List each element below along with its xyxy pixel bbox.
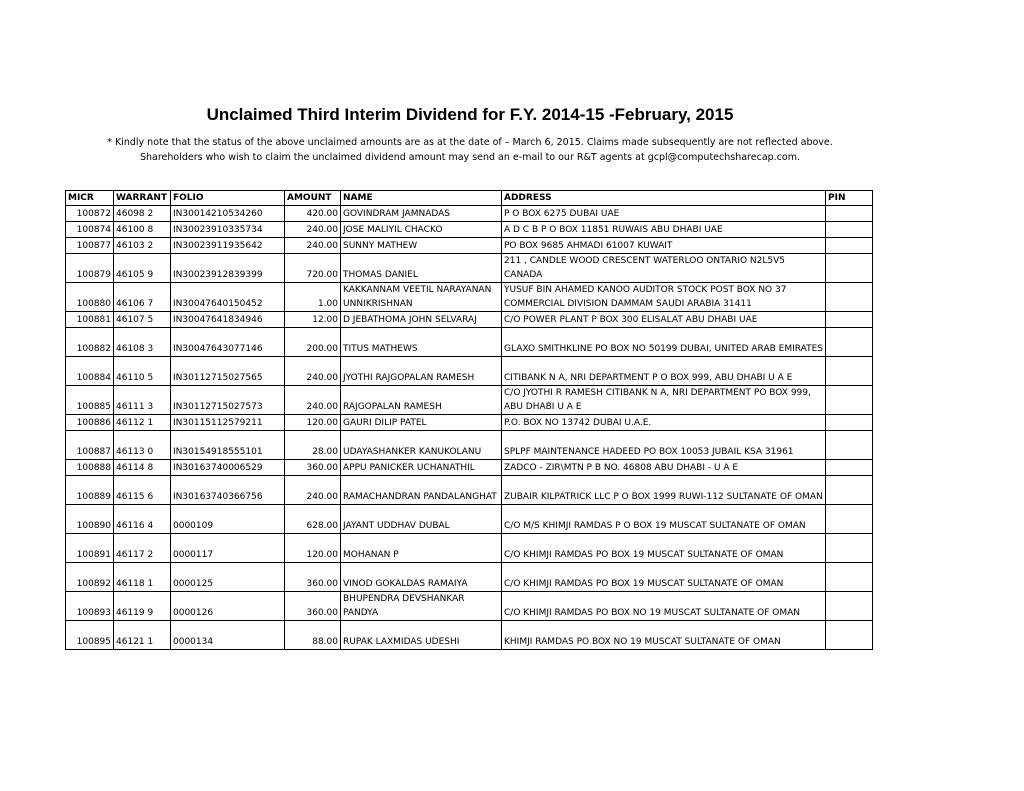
table-row — [66, 222, 873, 238]
address-cell: KHIMJI RAMDAS PO BOX NO 19 MUSCAT SULTANATE OF OMAN — [502, 621, 826, 650]
name-cell: D JEBATHOMA JOHN SELVARAJ — [341, 312, 502, 328]
folio-cell: IN30023910335734 — [171, 222, 285, 238]
table-row — [66, 357, 873, 386]
folio-cell: IN30112715027565 — [171, 357, 285, 386]
micr-cell: 100874 — [66, 222, 114, 238]
address-column-header: ADDRESS — [502, 191, 826, 206]
table-row — [66, 476, 873, 505]
micr-cell: 100893 — [66, 592, 114, 621]
warrant-cell: 46118 1 — [114, 563, 171, 592]
warrant-cell: 46103 2 — [114, 238, 171, 254]
warrant-cell: 46112 1 — [114, 415, 171, 431]
warrant-cell: 46100 8 — [114, 222, 171, 238]
amount-cell: 88.00 — [285, 621, 341, 650]
address-cell: SPLPF MAINTENANCE HADEED PO BOX 10053 JUBAIL KSA 31961 — [502, 431, 826, 460]
warrant-cell: 46113 0 — [114, 431, 171, 460]
status-note: * Kindly note that the status of the above unclaimed amounts are as at the date of – March 6, 2015. Claims made subsequently are not reflected above. — [107, 137, 833, 148]
name-cell: THOMAS DANIEL — [341, 254, 502, 283]
micr-cell: 100890 — [66, 505, 114, 534]
folio-cell: 0000134 — [171, 621, 285, 650]
table-row — [66, 386, 873, 415]
name-cell: TITUS MATHEWS — [341, 328, 502, 357]
name-cell: JAYANT UDDHAV DUBAL — [341, 505, 502, 534]
folio-cell: IN30047640150452 — [171, 283, 285, 312]
name-cell: KAKKANNAM VEETIL NARAYANAN UNNIKRISHNAN — [341, 283, 502, 312]
pin-cell — [826, 621, 873, 650]
folio-cell: IN30023912839399 — [171, 254, 285, 283]
table-row — [66, 415, 873, 431]
micr-cell: 100881 — [66, 312, 114, 328]
warrant-cell: 46111 3 — [114, 386, 171, 415]
warrant-cell: 46119 9 — [114, 592, 171, 621]
name-cell: UDAYASHANKER KANUKOLANU — [341, 431, 502, 460]
micr-cell: 100884 — [66, 357, 114, 386]
table-row — [66, 328, 873, 357]
table-header-row — [66, 191, 873, 206]
pin-cell — [826, 563, 873, 592]
micr-cell: 100895 — [66, 621, 114, 650]
amount-cell: 240.00 — [285, 357, 341, 386]
table-row — [66, 312, 873, 328]
micr-cell: 100872 — [66, 206, 114, 222]
amount-cell: 240.00 — [285, 476, 341, 505]
micr-cell: 100888 — [66, 460, 114, 476]
address-cell: GLAXO SMITHKLINE PO BOX NO 50199 DUBAI, UNITED ARAB EMIRATES — [502, 328, 826, 357]
pin-cell — [826, 328, 873, 357]
address-cell: C/O KHIMJI RAMDAS PO BOX 19 MUSCAT SULTANATE OF OMAN — [502, 534, 826, 563]
address-cell: YUSUF BIN AHAMED KANOO AUDITOR STOCK POST BOX NO 37 COMMERCIAL DIVISION DAMMAM SAUDI ARABIA 31411 — [502, 283, 826, 312]
amount-cell: 628.00 — [285, 505, 341, 534]
folio-cell: 0000126 — [171, 592, 285, 621]
amount-cell: 120.00 — [285, 415, 341, 431]
pin-cell — [826, 505, 873, 534]
folio-column-header: FOLIO — [171, 191, 285, 206]
table-row — [66, 534, 873, 563]
table-row — [66, 505, 873, 534]
name-cell: GAURI DILIP PATEL — [341, 415, 502, 431]
warrant-cell: 46114 8 — [114, 460, 171, 476]
table-row — [66, 206, 873, 222]
table-row — [66, 254, 873, 283]
micr-cell: 100877 — [66, 238, 114, 254]
folio-cell: IN30023911935642 — [171, 238, 285, 254]
micr-cell: 100882 — [66, 328, 114, 357]
amount-cell: 120.00 — [285, 534, 341, 563]
name-cell: GOVINDRAM JAMNADAS — [341, 206, 502, 222]
name-column-header: NAME — [341, 191, 502, 206]
name-cell: VINOD GOKALDAS RAMAIYA — [341, 563, 502, 592]
amount-cell: 360.00 — [285, 592, 341, 621]
micr-cell: 100885 — [66, 386, 114, 415]
micr-column-header: MICR — [66, 191, 114, 206]
address-cell: ZUBAIR KILPATRICK LLC P O BOX 1999 RUWI-112 SULTANATE OF OMAN — [502, 476, 826, 505]
folio-cell: 0000117 — [171, 534, 285, 563]
pin-cell — [826, 254, 873, 283]
warrant-cell: 46107 5 — [114, 312, 171, 328]
micr-cell: 100880 — [66, 283, 114, 312]
warrant-cell: 46108 3 — [114, 328, 171, 357]
warrant-cell: 46098 2 — [114, 206, 171, 222]
amount-cell: 28.00 — [285, 431, 341, 460]
table-row — [66, 592, 873, 621]
name-cell: RUPAK LAXMIDAS UDESHI — [341, 621, 502, 650]
amount-cell: 12.00 — [285, 312, 341, 328]
address-cell: P.O. BOX NO 13742 DUBAI U.A.E. — [502, 415, 826, 431]
pin-cell — [826, 206, 873, 222]
address-cell: C/O POWER PLANT P BOX 300 ELISALAT ABU DHABI UAE — [502, 312, 826, 328]
amount-cell: 240.00 — [285, 386, 341, 415]
claim-instructions-note: Shareholders who wish to claim the unclaimed dividend amount may send an e-mail to our R&T agents at gcpl@computechsharecap.com. — [139, 152, 801, 163]
address-cell: CITIBANK N A, NRI DEPARTMENT P O BOX 999, ABU DHABI U A E — [502, 357, 826, 386]
name-cell: RAMACHANDRAN PANDALANGHAT — [341, 476, 502, 505]
address-cell: C/O JYOTHI R RAMESH CITIBANK N A, NRI DEPARTMENT PO BOX 999, ABU DHABI U A E — [502, 386, 826, 415]
table-row — [66, 283, 873, 312]
amount-cell: 200.00 — [285, 328, 341, 357]
warrant-cell: 46105 9 — [114, 254, 171, 283]
name-cell: MOHANAN P — [341, 534, 502, 563]
pin-cell — [826, 312, 873, 328]
folio-cell: IN30112715027573 — [171, 386, 285, 415]
address-cell: PO BOX 9685 AHMADI 61007 KUWAIT — [502, 238, 826, 254]
folio-cell: IN30047641834946 — [171, 312, 285, 328]
pin-column-header: PIN — [826, 191, 873, 206]
amount-column-header: AMOUNT — [285, 191, 341, 206]
warrant-cell: 46117 2 — [114, 534, 171, 563]
amount-cell: 420.00 — [285, 206, 341, 222]
address-cell: C/O M/S KHIMJI RAMDAS P O BOX 19 MUSCAT SULTANATE OF OMAN — [502, 505, 826, 534]
warrant-cell: 46121 1 — [114, 621, 171, 650]
micr-cell: 100879 — [66, 254, 114, 283]
name-cell: APPU PANICKER UCHANATHIL — [341, 460, 502, 476]
folio-cell: IN30014210534260 — [171, 206, 285, 222]
warrant-cell: 46110 5 — [114, 357, 171, 386]
folio-cell: 0000109 — [171, 505, 285, 534]
address-cell: C/O KHIMJI RAMDAS PO BOX 19 MUSCAT SULTANATE OF OMAN — [502, 563, 826, 592]
warrant-cell: 46116 4 — [114, 505, 171, 534]
address-cell: 211 , CANDLE WOOD CRESCENT WATERLOO ONTARIO N2L5V5 CANADA — [502, 254, 826, 283]
amount-cell: 240.00 — [285, 222, 341, 238]
pin-cell — [826, 460, 873, 476]
address-cell: C/O KHIMJI RAMDAS PO BOX NO 19 MUSCAT SULTANATE OF OMAN — [502, 592, 826, 621]
pin-cell — [826, 592, 873, 621]
folio-cell: IN30047643077146 — [171, 328, 285, 357]
micr-cell: 100887 — [66, 431, 114, 460]
pin-cell — [826, 476, 873, 505]
folio-cell: IN30115112579211 — [171, 415, 285, 431]
table-row — [66, 460, 873, 476]
warrant-column-header: WARRANT — [114, 191, 171, 206]
unclaimed-dividend-table — [65, 190, 873, 650]
name-cell: RAJGOPALAN RAMESH — [341, 386, 502, 415]
micr-cell: 100891 — [66, 534, 114, 563]
name-cell: JOSE MALIYIL CHACKO — [341, 222, 502, 238]
folio-cell: IN30154918555101 — [171, 431, 285, 460]
pin-cell — [826, 415, 873, 431]
pin-cell — [826, 283, 873, 312]
name-cell: JYOTHI RAJGOPALAN RAMESH — [341, 357, 502, 386]
pin-cell — [826, 222, 873, 238]
warrant-cell: 46115 6 — [114, 476, 171, 505]
address-cell: P O BOX 6275 DUBAI UAE — [502, 206, 826, 222]
warrant-cell: 46106 7 — [114, 283, 171, 312]
folio-cell: IN30163740366756 — [171, 476, 285, 505]
folio-cell: 0000125 — [171, 563, 285, 592]
table-row — [66, 238, 873, 254]
address-cell: A D C B P O BOX 11851 RUWAIS ABU DHABI UAE — [502, 222, 826, 238]
pin-cell — [826, 386, 873, 415]
amount-cell: 360.00 — [285, 460, 341, 476]
name-cell: SUNNY MATHEW — [341, 238, 502, 254]
table-row — [66, 563, 873, 592]
table-row — [66, 431, 873, 460]
name-cell: BHUPENDRA DEVSHANKAR PANDYA — [341, 592, 502, 621]
address-cell: ZADCO - ZIR\MTN P B NO. 46808 ABU DHABI - U A E — [502, 460, 826, 476]
document-title: Unclaimed Third Interim Dividend for F.Y. 2014-15 -February, 2015 — [206, 105, 734, 124]
amount-cell: 360.00 — [285, 563, 341, 592]
amount-cell: 1.00 — [285, 283, 341, 312]
pin-cell — [826, 534, 873, 563]
pin-cell — [826, 431, 873, 460]
pin-cell — [826, 357, 873, 386]
micr-cell: 100889 — [66, 476, 114, 505]
amount-cell: 720.00 — [285, 254, 341, 283]
pin-cell — [826, 238, 873, 254]
table-row — [66, 621, 873, 650]
folio-cell: IN30163740006529 — [171, 460, 285, 476]
amount-cell: 240.00 — [285, 238, 341, 254]
micr-cell: 100886 — [66, 415, 114, 431]
micr-cell: 100892 — [66, 563, 114, 592]
